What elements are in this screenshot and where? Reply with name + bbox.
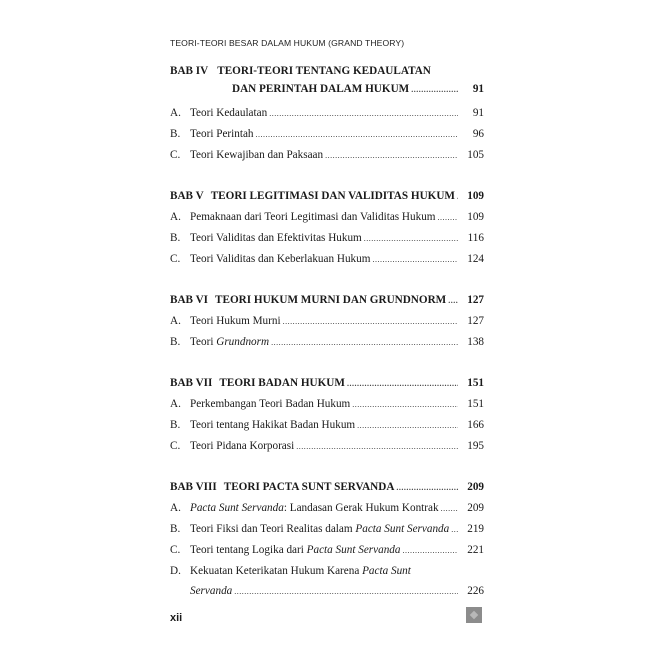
leader-dots <box>234 585 458 599</box>
toc-entry <box>170 439 484 460</box>
entry-letter: B. <box>170 419 181 431</box>
toc-entry <box>170 335 484 356</box>
entry-text: Pemaknaan dari Teori Legitimasi dan Validitas Hukum <box>190 211 436 223</box>
entry-page: 209 <box>467 502 484 514</box>
leader-dots <box>403 544 459 558</box>
chapter-7 <box>170 376 484 460</box>
leader-dots <box>457 190 458 204</box>
entry-page: 96 <box>472 128 484 140</box>
toc-entry <box>170 106 484 127</box>
toc-entry <box>170 501 484 522</box>
entry-letter: B. <box>170 336 181 348</box>
leader-dots <box>347 377 458 391</box>
entry-letter: A. <box>170 502 181 514</box>
chapter-label: BAB VIII <box>170 481 217 493</box>
leader-dots <box>357 419 458 433</box>
entry-letter: A. <box>170 107 181 119</box>
chapter-5 <box>170 189 484 273</box>
entry-page: 109 <box>467 211 484 223</box>
chapter-title-row <box>170 480 484 498</box>
leader-dots <box>438 211 459 225</box>
chapter-title-row <box>170 189 484 207</box>
chapter-title: TEORI-TEORI TENTANG KEDAULATAN <box>217 65 431 77</box>
chapter-page: 127 <box>467 294 484 306</box>
running-header: TEORI-TEORI BESAR DALAM HUKUM (GRAND THEORY) <box>170 38 405 48</box>
entry-text-italic: Pacta Sunt Servanda <box>306 544 401 556</box>
toc-entry <box>170 210 484 231</box>
entry-page: 127 <box>467 315 484 327</box>
entry-letter: B. <box>170 128 181 140</box>
chapter-title-row <box>170 293 484 311</box>
entry-page: 166 <box>467 419 484 431</box>
entry-text: Perkembangan Teori Badan Hukum <box>190 398 351 410</box>
entry-letter: C. <box>170 149 181 161</box>
leader-dots <box>364 232 458 246</box>
entry-page: 116 <box>467 232 484 244</box>
entry-text: Teori Perintah <box>190 128 254 140</box>
chapter-title-row <box>170 82 484 102</box>
entry-text-plain: : Landasan Gerak Hukum Kontrak <box>283 502 439 514</box>
entry-text-italic: Grundnorm <box>216 336 270 348</box>
page-number: xii <box>170 612 183 624</box>
entry-text-italic: Servanda <box>190 585 233 597</box>
entry-text: Teori tentang Hakikat Badan Hukum <box>190 419 356 431</box>
chapter-title: TEORI PACTA SUNT SERVANDA <box>223 481 395 493</box>
toc-entry <box>170 522 484 543</box>
page-ornament-icon <box>466 607 482 623</box>
chapter-page: 109 <box>467 190 484 202</box>
leader-dots <box>271 336 458 350</box>
toc-entry <box>170 231 484 252</box>
table-of-contents <box>170 64 484 626</box>
entry-text: Teori Validitas dan Keberlakuan Hukum <box>190 253 371 265</box>
entry-page: 221 <box>467 544 484 556</box>
chapter-4 <box>170 64 484 169</box>
toc-entry <box>170 418 484 439</box>
entry-text-plain: Teori tentang Logika dari <box>190 544 307 556</box>
toc-entry <box>170 564 484 584</box>
entry-text-plain: Teori Fiksi dan Teori Realitas dalam <box>190 523 356 535</box>
entry-text: Teori Pidana Korporasi <box>190 440 295 452</box>
chapter-title: TEORI HUKUM MURNI DAN GRUNDNORM <box>215 294 447 306</box>
entry-text: Teori Kewajiban dan Paksaan <box>190 149 324 161</box>
entry-page: 226 <box>467 585 484 597</box>
entry-letter: D. <box>170 565 181 577</box>
entry-text-italic: Pacta Sunt Servanda <box>190 502 284 514</box>
entry-page: 91 <box>472 107 484 119</box>
leader-dots <box>441 502 458 516</box>
leader-dots <box>411 83 458 97</box>
entry-letter: C. <box>170 253 181 265</box>
toc-entry-continuation <box>170 584 484 606</box>
leader-dots <box>396 481 458 495</box>
toc-entry <box>170 543 484 564</box>
entry-text-plain: Kekuatan Keterikatan Hukum Karena <box>190 565 363 577</box>
entry-letter: B. <box>170 523 181 535</box>
chapter-label: BAB V <box>170 190 204 202</box>
chapter-title: TEORI LEGITIMASI DAN VALIDITAS HUKUM <box>210 190 455 202</box>
toc-entry <box>170 314 484 335</box>
chapter-8 <box>170 480 484 606</box>
toc-entry <box>170 127 484 148</box>
chapter-label: BAB VII <box>170 377 213 389</box>
leader-dots <box>451 523 458 537</box>
leader-dots <box>269 107 458 121</box>
chapter-title: TEORI BADAN HUKUM <box>219 377 345 389</box>
chapter-title-row <box>170 64 484 82</box>
entry-letter: B. <box>170 232 181 244</box>
entry-letter: A. <box>170 315 181 327</box>
entry-text-italic: Pacta Sunt <box>362 565 411 577</box>
chapter-page: 151 <box>467 377 484 389</box>
entry-letter: A. <box>170 398 181 410</box>
toc-entry <box>170 148 484 169</box>
entry-page: 219 <box>467 523 484 535</box>
leader-dots <box>283 315 458 329</box>
entry-letter: C. <box>170 440 181 452</box>
entry-page: 195 <box>467 440 484 452</box>
entry-page: 151 <box>467 398 484 410</box>
chapter-label: BAB IV <box>170 65 209 77</box>
entry-text: Teori Validitas dan Efektivitas Hukum <box>190 232 362 244</box>
entry-text-plain: Teori <box>190 336 217 348</box>
leader-dots <box>325 149 458 163</box>
chapter-label: BAB VI <box>170 294 209 306</box>
leader-dots <box>352 398 458 412</box>
entry-text: Teori Kedaulatan <box>190 107 268 119</box>
entry-text-italic: Pacta Sunt Servanda <box>355 523 450 535</box>
leader-dots <box>448 294 458 308</box>
entry-text: Teori Hukum Murni <box>190 315 281 327</box>
chapter-title-cont: DAN PERINTAH DALAM HUKUM <box>232 83 410 95</box>
entry-page: 105 <box>467 149 484 161</box>
chapter-page: 209 <box>467 481 484 493</box>
leader-dots <box>296 440 458 454</box>
chapter-page: 91 <box>472 83 484 95</box>
leader-dots <box>372 253 458 267</box>
toc-entry <box>170 252 484 273</box>
toc-entry <box>170 397 484 418</box>
entry-page: 138 <box>467 336 484 348</box>
chapter-title-row <box>170 376 484 394</box>
entry-letter: C. <box>170 544 181 556</box>
entry-letter: A. <box>170 211 181 223</box>
entry-page: 124 <box>467 253 484 265</box>
leader-dots <box>256 128 458 142</box>
chapter-6 <box>170 293 484 356</box>
